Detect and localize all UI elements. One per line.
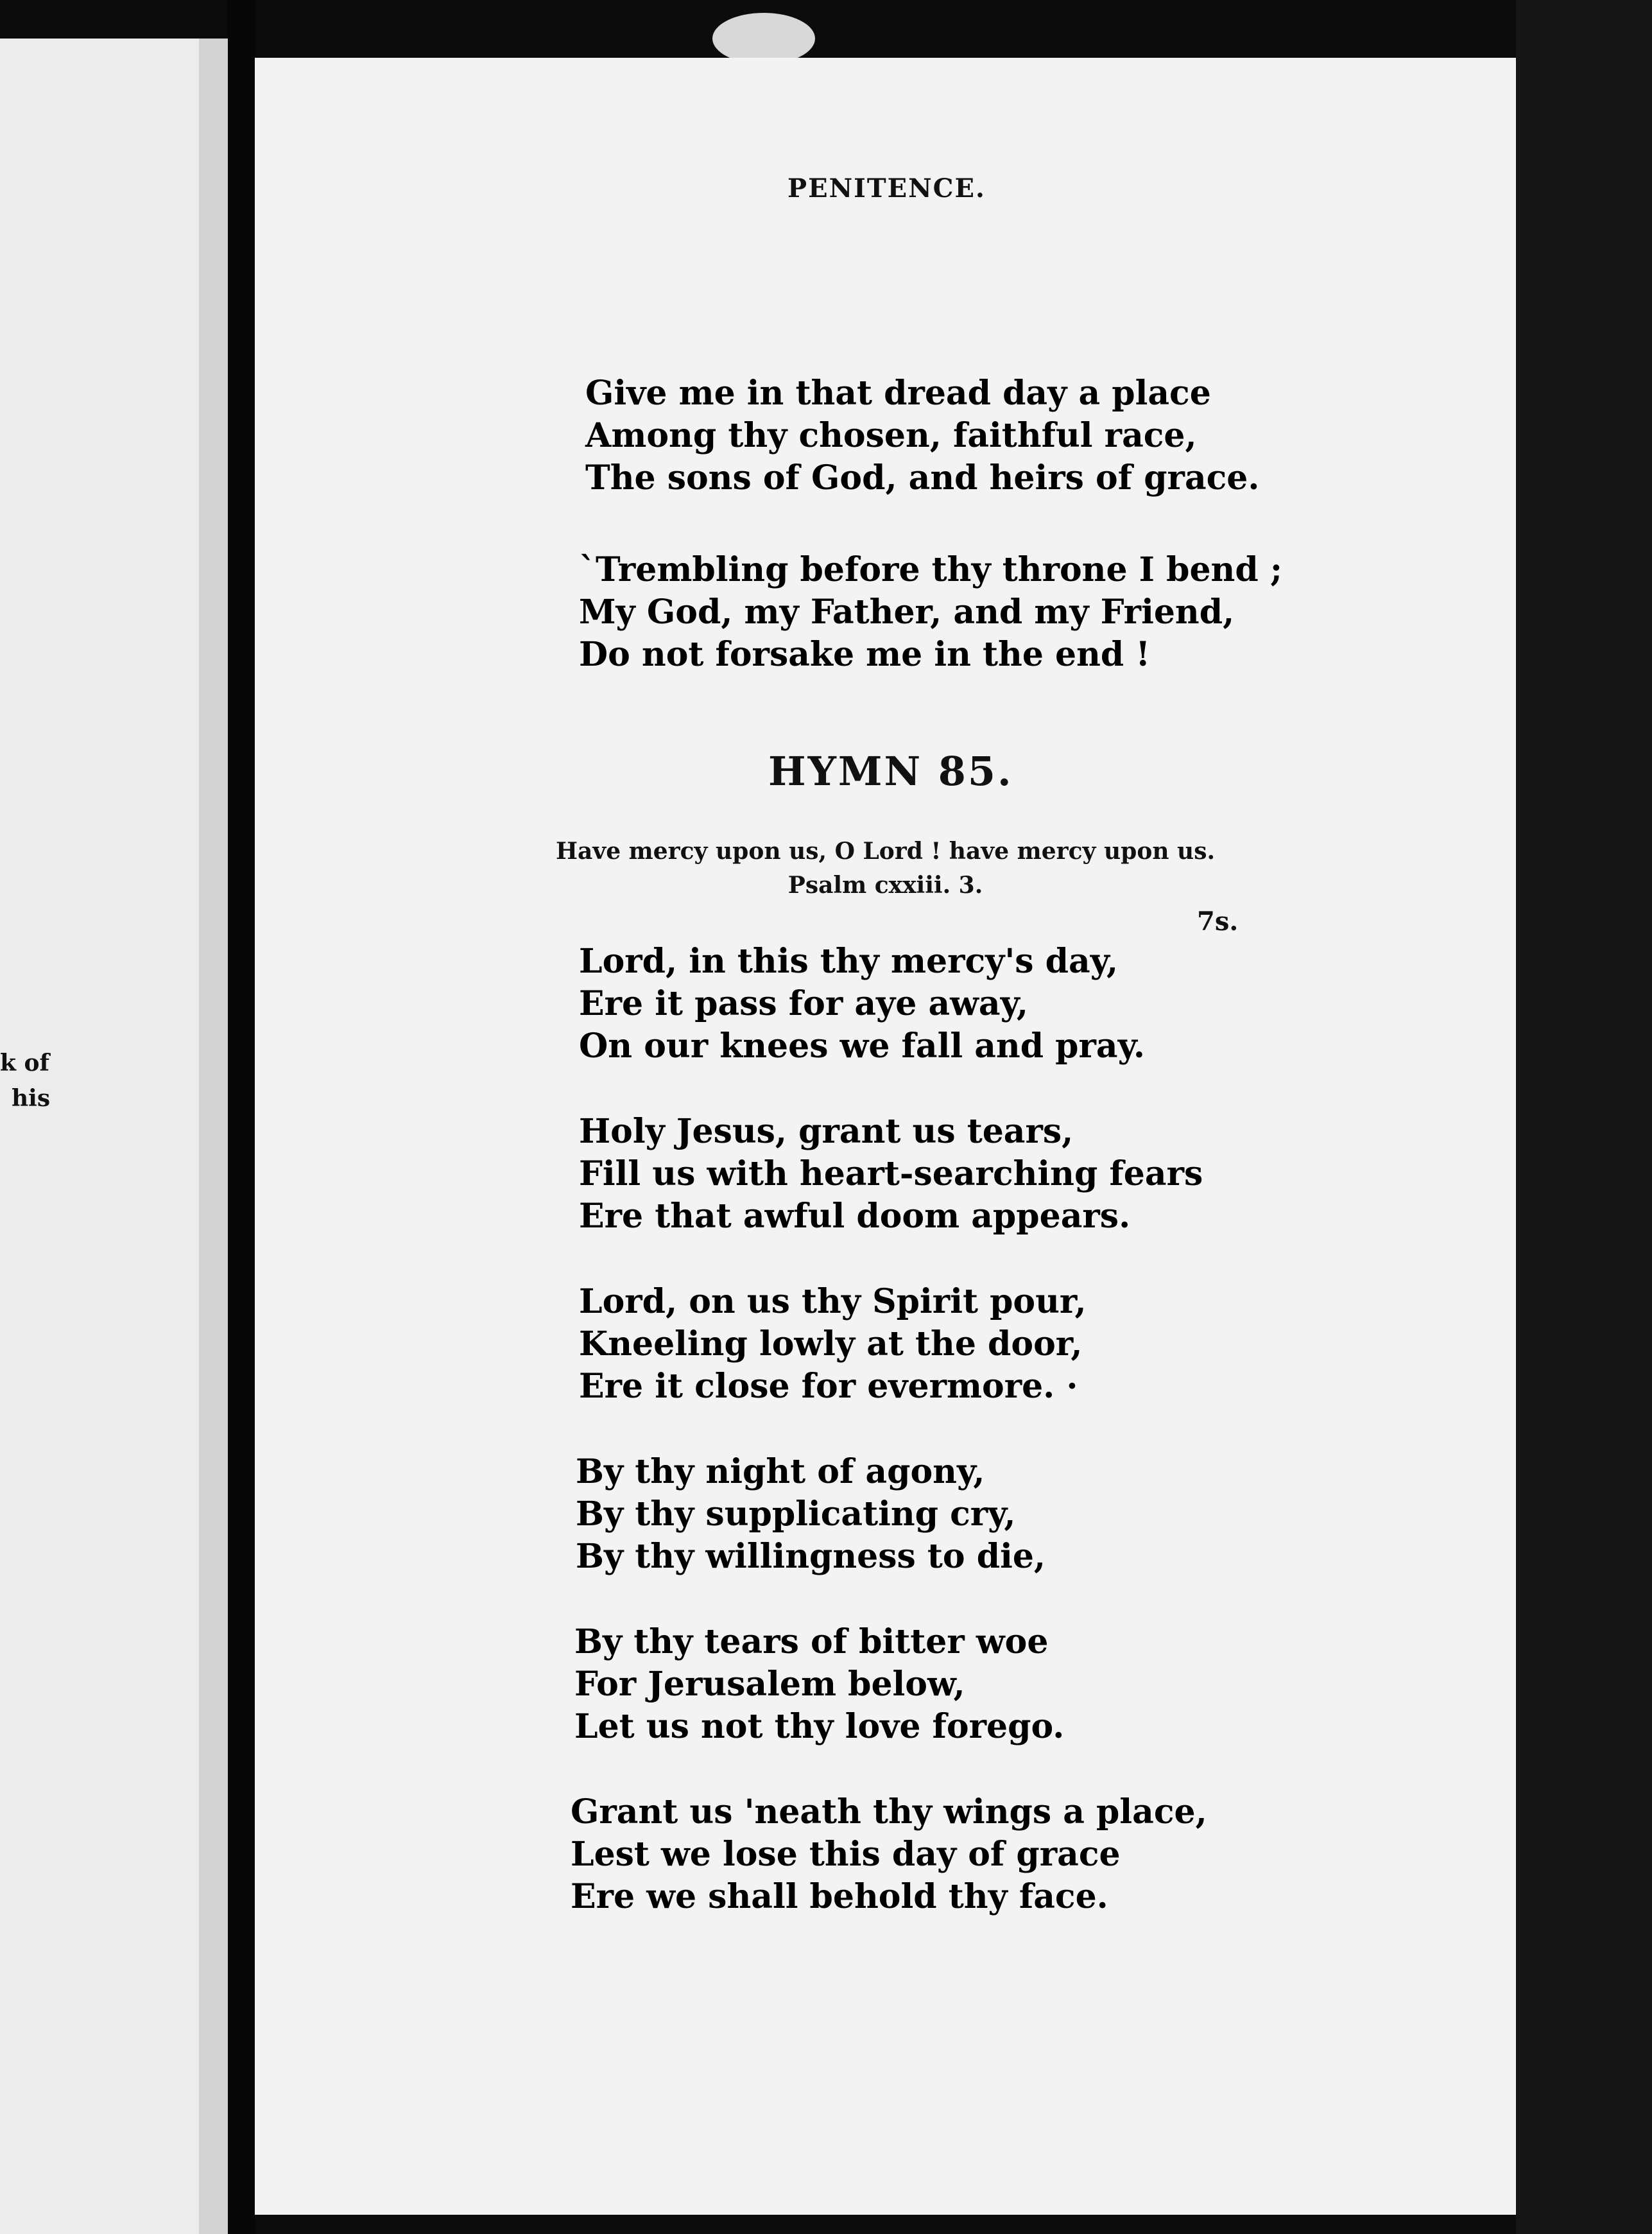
- verse-line: Give me in that dread day a place: [585, 374, 1211, 413]
- verse-line: By thy tears of bitter woe: [574, 1622, 1049, 1661]
- verse-line: `Trembling before thy throne I bend ;: [579, 550, 1283, 589]
- left-page-gutter: [199, 39, 228, 2234]
- hymn-stanza: [579, 1111, 1203, 1238]
- opening-stanza: [579, 549, 1282, 676]
- verse-line: Ere it close for evermore. ·: [579, 1367, 1078, 1406]
- hymn-stanza: [576, 1451, 1045, 1578]
- verse-line: Among thy chosen, faithful race,: [585, 416, 1197, 455]
- hymn-stanza: [579, 940, 1145, 1068]
- hymn-meter: 7s.: [1197, 906, 1239, 937]
- running-head: PENITENCE.: [787, 173, 986, 203]
- verse-line: Ere we shall behold thy face.: [571, 1877, 1108, 1916]
- right-page: [255, 58, 1516, 2215]
- verse-line: Holy Jesus, grant us tears,: [579, 1112, 1074, 1151]
- hymn-stanza: [571, 1791, 1207, 1918]
- verse-line: Grant us 'neath thy wings a place,: [571, 1792, 1207, 1831]
- verse-line: Fill us with heart-searching fears: [579, 1154, 1203, 1193]
- verse-line: By thy night of agony,: [576, 1452, 985, 1491]
- left-page-fragment: k of: [0, 1050, 49, 1077]
- hymn-stanza: [579, 1281, 1087, 1408]
- verse-line: Lord, on us thy Spirit pour,: [579, 1282, 1087, 1321]
- verse-line: For Jerusalem below,: [574, 1665, 965, 1704]
- verse-line: Lest we lose this day of grace: [571, 1835, 1121, 1874]
- scan-smudge: [712, 13, 815, 64]
- verse-line: Let us not thy love forego.: [574, 1707, 1065, 1746]
- left-page: [0, 39, 228, 2234]
- verse-line: On our knees we fall and pray.: [579, 1026, 1145, 1066]
- hymn-title: HYMN 85.: [768, 748, 1013, 795]
- verse-line: My God, my Father, and my Friend,: [579, 593, 1235, 632]
- verse-line: The sons of God, and heirs of grace.: [585, 458, 1260, 498]
- verse-line: Kneeling lowly at the door,: [579, 1324, 1083, 1364]
- left-page-fragment: his: [12, 1085, 51, 1112]
- book-spine: [228, 0, 255, 2234]
- verse-line: Lord, in this thy mercy's day,: [579, 942, 1119, 981]
- hymn-epigraph-reference: Psalm cxxiii. 3.: [787, 872, 983, 899]
- verse-line: By thy supplicating cry,: [576, 1494, 1016, 1534]
- right-page-edge: [1516, 0, 1652, 2234]
- hymn-epigraph: Have mercy upon us, O Lord ! have mercy upon us.: [555, 838, 1216, 865]
- verse-line: Ere it pass for aye away,: [579, 984, 1028, 1023]
- verse-line: Ere that awful doom appears.: [579, 1197, 1131, 1236]
- verse-line: Do not forsake me in the end !: [579, 635, 1151, 674]
- opening-stanza: [585, 372, 1260, 499]
- hymn-stanza: [574, 1621, 1064, 1748]
- verse-line: By thy willingness to die,: [576, 1537, 1046, 1576]
